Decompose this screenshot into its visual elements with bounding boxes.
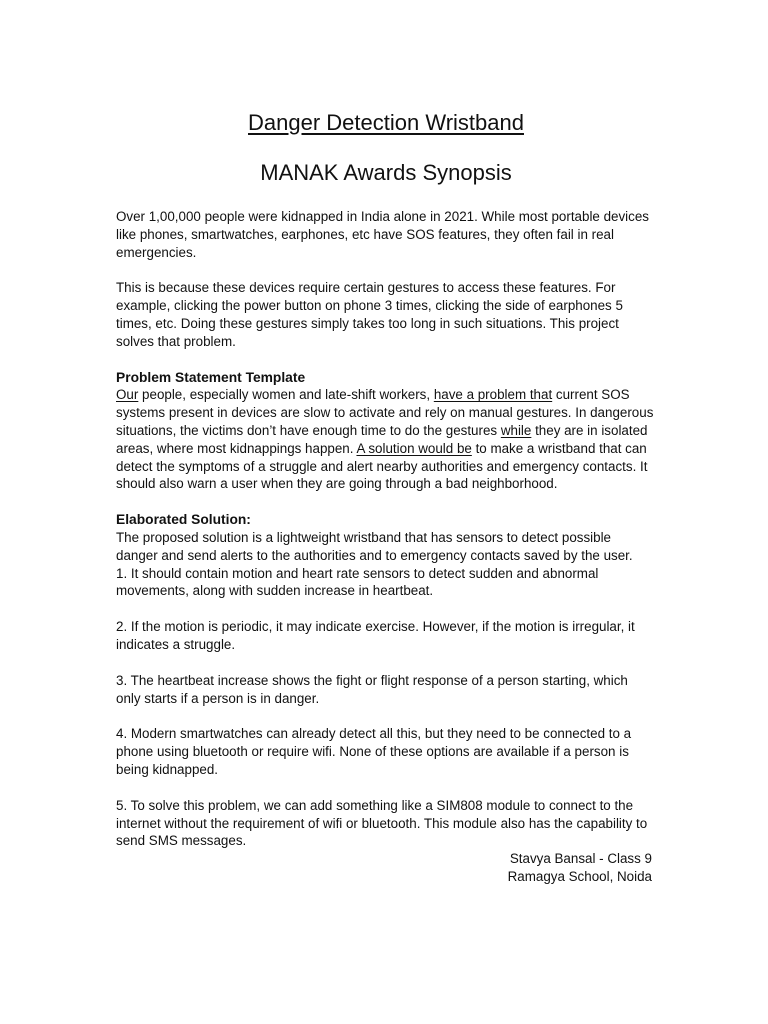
document-subtitle: MANAK Awards Synopsis (260, 160, 512, 185)
problem-section (116, 369, 656, 494)
solution-point-2: 2. If the motion is periodic, it may indicate exercise. However, if the motion is irregular, it indicates a struggle. (116, 619, 635, 652)
problem-text-3: they are in isolated areas, where most kidnappings happen. (116, 422, 648, 456)
solution-heading: Elaborated Solution: (116, 512, 251, 528)
school-line: Ramagya School, Noida (507, 868, 652, 884)
problem-have-problem: have a problem that (433, 387, 553, 403)
problem-text-2: current SOS systems present in devices are slow to activate and rely on manual gestures. In dangerous situations, the victims don’t have enough time to do the gestures (116, 387, 654, 438)
author-line: Stavya Bansal - Class 9 (509, 851, 652, 867)
problem-while: while (500, 422, 532, 438)
solution-section (116, 511, 656, 850)
gestures-paragraph: This is because these devices require certain gestures to access these features. For example, clicking the power button on phone 3 times, clicking the side of earphones 5 times, etc. Doing these gestures simply takes too long in such situations. This project solves that problem. (116, 280, 623, 349)
problem-our: Our (116, 387, 139, 403)
solution-point-3: 3. The heartbeat increase shows the fight or flight response of a person starting, which only starts if a person is in danger. (116, 672, 628, 706)
problem-text-1: people, especially women and late-shift workers, (138, 387, 434, 403)
solution-point-4: 4. Modern smartwatches can already detect all this, but they need to be connected to a phone using bluetooth or require wifi. None of these options are available if a person is being kidnapped. (116, 726, 632, 777)
problem-paragraph (116, 386, 656, 493)
solution-point-1: 1. It should contain motion and heart rate sensors to detect sudden and abnormal movements, along with sudden increase in heartbeat. (116, 565, 599, 599)
document-page (116, 108, 656, 886)
intro-paragraph: Over 1,00,000 people were kidnapped in India alone in 2021. While most portable devices like phones, smartwatches, earphones, etc have SOS features, they often fail in real emergencies. (116, 209, 649, 260)
problem-solution-would-be: A solution would be (356, 440, 472, 456)
solution-point-5: 5. To solve this problem, we can add something like a SIM808 module to connect to the internet without the requirement of wifi or bluetooth. This module also has the capability to send SMS messages. (116, 797, 648, 849)
problem-heading: Problem Statement Template (116, 369, 306, 385)
problem-text-4: to make a wristband that can detect the symptoms of a struggle and alert nearby authorities and emergency contacts. It should also warn a user when they are going through a bad neighborhood. (116, 440, 648, 492)
document-title: Danger Detection Wristband (248, 110, 524, 135)
solution-intro: The proposed solution is a lightweight wristband that has sensors to detect possible danger and send alerts to the authorities and to emergency contacts saved by the user. (116, 529, 633, 563)
